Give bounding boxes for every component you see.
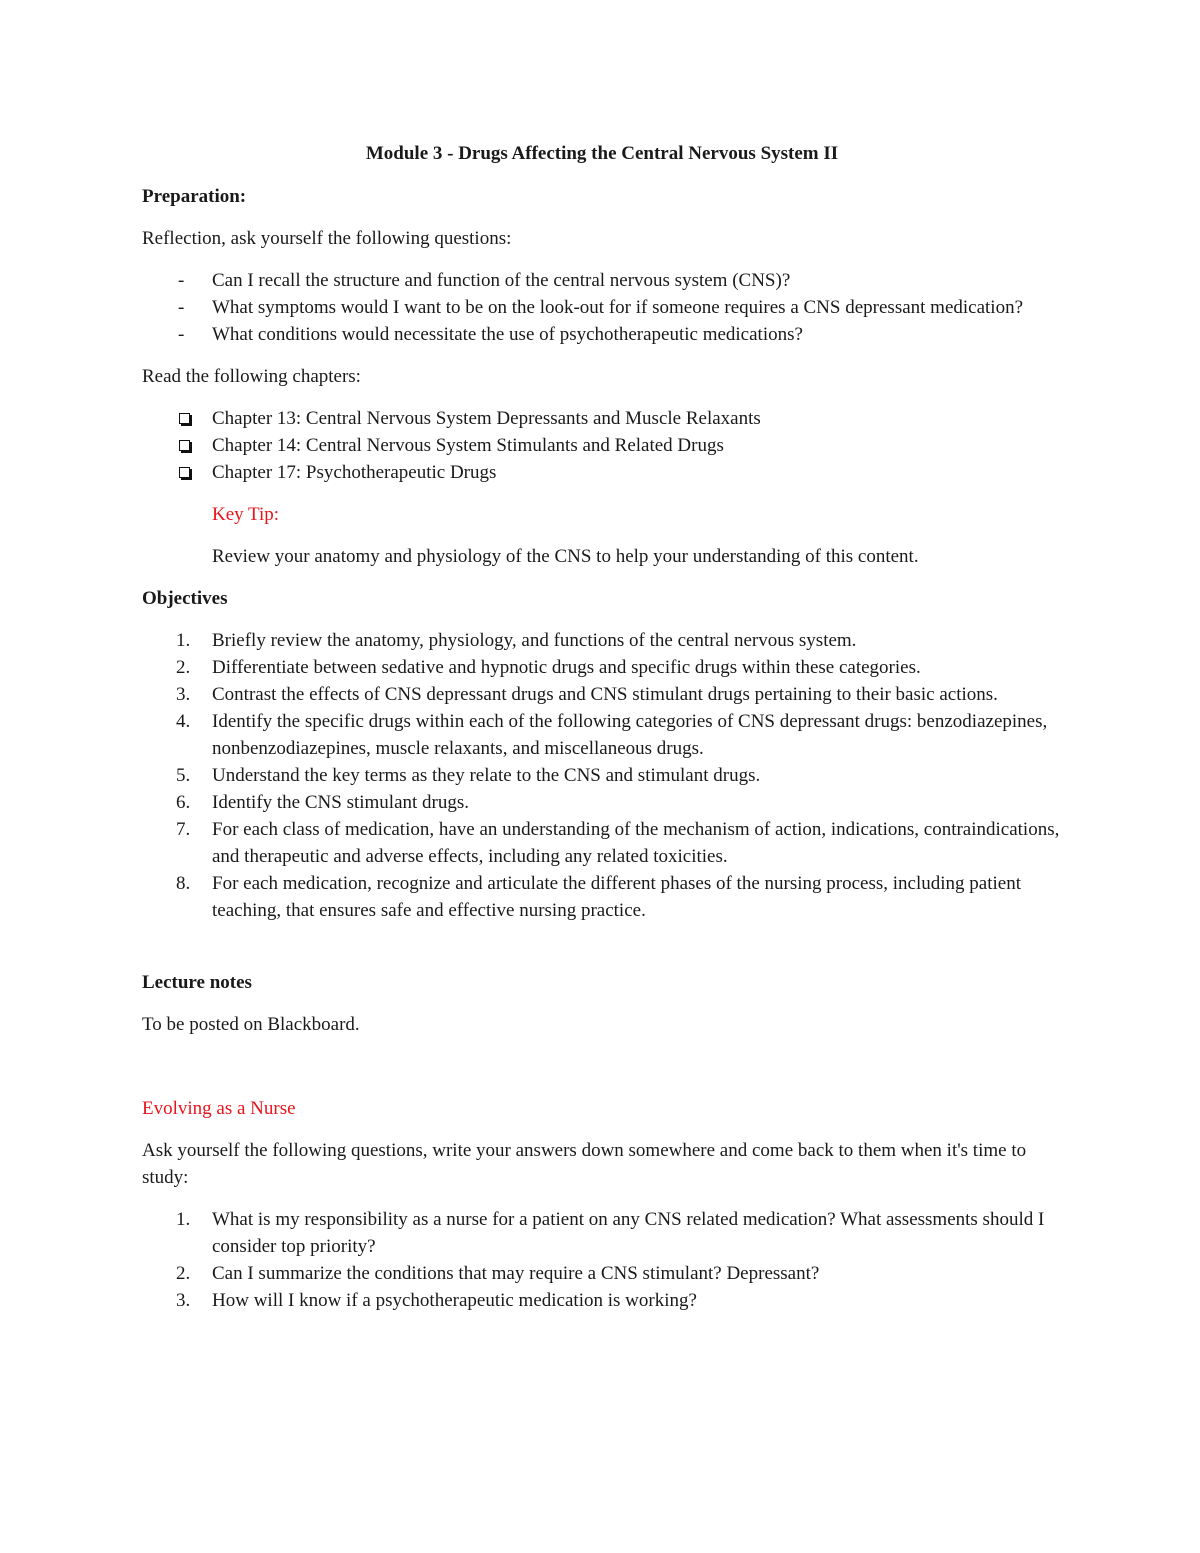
evolving-question-list	[142, 1206, 1062, 1314]
checklist-item: Chapter 13: Central Nervous System Depressants and Muscle Relaxants	[142, 405, 1062, 432]
list-item: - What symptoms would I want to be on the look-out for if someone requires a CNS depressant medication?	[142, 294, 1062, 321]
preparation-heading: Preparation:	[142, 186, 247, 207]
checklist-item: Chapter 17: Psychotherapeutic Drugs	[142, 459, 1062, 486]
lecture-notes-heading: Lecture notes	[142, 972, 252, 993]
key-tip-label: Key Tip:	[212, 504, 280, 525]
list-item: - Can I recall the structure and function of the central nervous system (CNS)?	[142, 267, 1062, 294]
document-title: Module 3 - Drugs Affecting the Central Nervous System II	[365, 143, 839, 164]
list-item: 5. Understand the key terms as they relate to the CNS and stimulant drugs.	[176, 765, 761, 786]
reflection-intro: Reflection, ask yourself the following questions:	[142, 228, 512, 249]
read-intro: Read the following chapters:	[142, 366, 361, 387]
objectives-list	[142, 627, 1062, 924]
list-item: 7. For each class of medication, have an understanding of the mechanism of action, indications, contraindications, and therapeutic and adverse effects, including any related toxicities.	[176, 819, 1060, 867]
list-item: 3. How will I know if a psychotherapeutic medication is working?	[176, 1290, 697, 1311]
objectives-heading: Objectives	[142, 588, 228, 609]
lecture-notes-text: To be posted on Blackboard.	[142, 1014, 360, 1035]
reflection-question-list	[142, 267, 1062, 348]
document-content	[142, 140, 1062, 1329]
list-item: 3. Contrast the effects of CNS depressant drugs and CNS stimulant drugs pertaining to their basic actions.	[176, 684, 998, 705]
chapter-checklist	[142, 405, 1062, 486]
checkbox-icon	[179, 413, 190, 424]
checkbox-icon	[179, 440, 190, 451]
dash-bullet: -	[178, 324, 185, 345]
list-item: 8. For each medication, recognize and articulate the different phases of the nursing process, including patient teaching, that ensures safe and effective nursing practice.	[176, 873, 1021, 921]
checkbox-icon	[179, 467, 190, 478]
key-tip-text: Review your anatomy and physiology of the CNS to help your understanding of this content.	[212, 546, 919, 567]
checklist-item: Chapter 14: Central Nervous System Stimulants and Related Drugs	[142, 432, 1062, 459]
list-item: - What conditions would necessitate the use of psychotherapeutic medications?	[142, 321, 1062, 348]
list-item: 2. Differentiate between sedative and hypnotic drugs and specific drugs within these categories.	[176, 657, 921, 678]
list-item: 1. Briefly review the anatomy, physiology, and functions of the central nervous system.	[176, 630, 857, 651]
evolving-intro: Ask yourself the following questions, write your answers down somewhere and come back to them when it's time to study:	[142, 1140, 1027, 1188]
evolving-heading: Evolving as a Nurse	[142, 1098, 296, 1119]
list-item: 2. Can I summarize the conditions that may require a CNS stimulant? Depressant?	[176, 1263, 820, 1284]
dash-bullet: -	[178, 270, 185, 291]
list-item: 4. Identify the specific drugs within each of the following categories of CNS depressant drugs: benzodiazepines, nonbenzodiazepines, muscle relaxants, and miscellaneous drugs.	[176, 711, 1048, 759]
list-item: 6. Identify the CNS stimulant drugs.	[176, 792, 470, 813]
list-item: 1. What is my responsibility as a nurse for a patient on any CNS related medication? What assessments should I consider top priority?	[176, 1209, 1045, 1257]
dash-bullet: -	[178, 297, 185, 318]
